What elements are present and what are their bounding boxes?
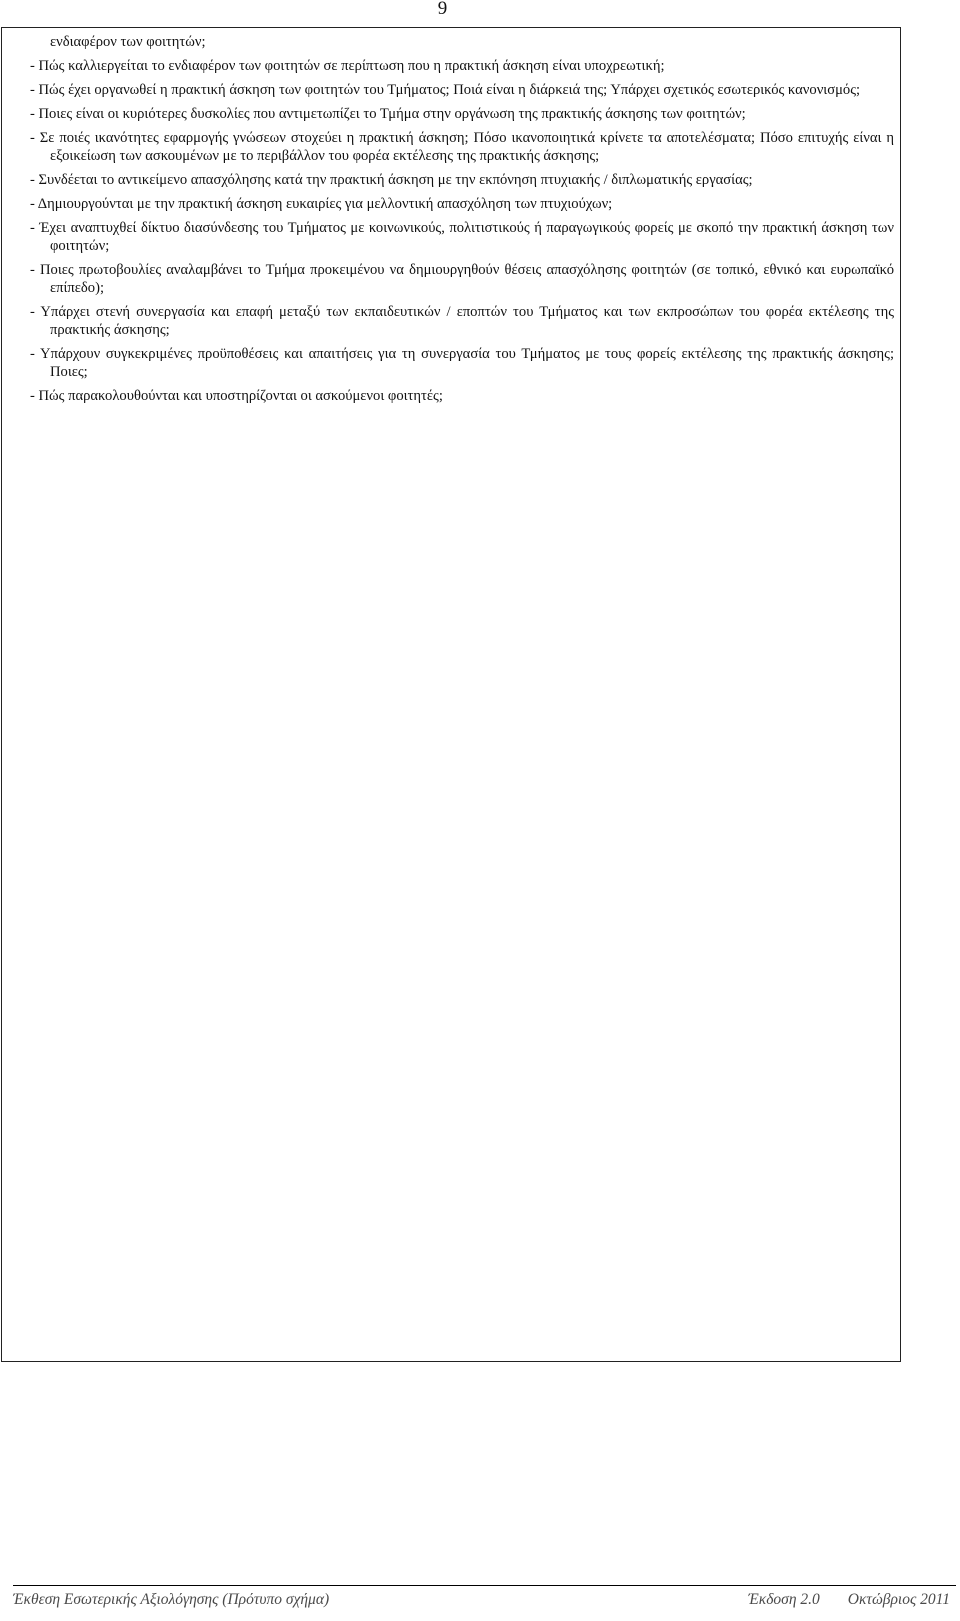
footer-meta <box>748 1587 950 1613</box>
footer-version: Έκδοση 2.0 <box>748 1591 820 1608</box>
list-item: - Πώς καλλιεργείται το ενδιαφέρον των φοιτητών σε περίπτωση που η πρακτική άσκηση είναι υποχρεωτική; <box>30 58 665 74</box>
list-item: - Ποιες είναι οι κυριότερες δυσκολίες που αντιμετωπίζει το Τμήμα στην οργάνωση της πρακτικής άσκησης των φοιτητών; <box>30 106 746 122</box>
footer-date: Οκτώβριος 2011 <box>847 1591 950 1608</box>
page-number: 9 <box>437 0 448 19</box>
list-item: - Υπάρχουν συγκεκριμένες προϋποθέσεις και απαιτήσεις για τη συνεργασία του Τμήματος με τους φορείς εκτέλεσης της πρακτικής άσκησης; Ποιες; <box>30 346 894 380</box>
list-item: - Ποιες πρωτοβουλίες αναλαμβάνει το Τμήμα προκειμένου να δημιουργηθούν θέσεις απασχόλησης φοιτητών (σε τοπικό, εθνικό και ευρωπαϊκό επίπεδο); <box>30 262 894 296</box>
question-list <box>30 33 894 411</box>
list-item: ενδιαφέρον των φοιτητών; <box>50 34 206 50</box>
page-footer <box>13 1585 956 1608</box>
footer-title: Έκθεση Εσωτερικής Αξιολόγησης (Πρότυπο σχήμα) <box>13 1591 330 1608</box>
list-item: - Υπάρχει στενή συνεργασία και επαφή μεταξύ των εκπαιδευτικών / εποπτών του Τμήματος και των εκπροσώπων του φορέα εκτέλεσης της πρακτικής άσκησης; <box>30 304 894 338</box>
list-item: - Συνδέεται το αντικείμενο απασχόλησης κατά την πρακτική άσκηση με την εκπόνηση πτυχιακής / διπλωματικής εργασίας; <box>30 172 753 188</box>
content-frame <box>1 27 901 1362</box>
list-item: - Δημιουργούνται με την πρακτική άσκηση ευκαιρίες για μελλοντική απασχόληση των πτυχιούχων; <box>30 196 613 212</box>
list-item: - Πώς έχει οργανωθεί η πρακτική άσκηση των φοιτητών του Τμήματος; Ποιά είναι η διάρκειά της; Υπάρχει σχετικός εσωτερικός κανονισμός; <box>30 82 861 98</box>
list-item: - Πώς παρακολουθούνται και υποστηρίζονται οι ασκούμενοι φοιτητές; <box>30 388 443 404</box>
list-item: - Έχει αναπτυχθεί δίκτυο διασύνδεσης του Τμήματος με κοινωνικούς, πολιτιστικούς ή παραγωγικούς φορείς με σκοπό την πρακτική άσκηση των φοιτητών; <box>30 220 894 254</box>
list-item: - Σε ποιές ικανότητες εφαρμογής γνώσεων στοχεύει η πρακτική άσκηση; Πόσο ικανοποιητικά κρίνετε τα αποτελέσματα; Πόσο επιτυχής είναι η εξοικείωση των ασκουμένων με το περιβάλλον του φορέα εκτέλεσης της πρακτικής άσκησης; <box>30 130 894 164</box>
